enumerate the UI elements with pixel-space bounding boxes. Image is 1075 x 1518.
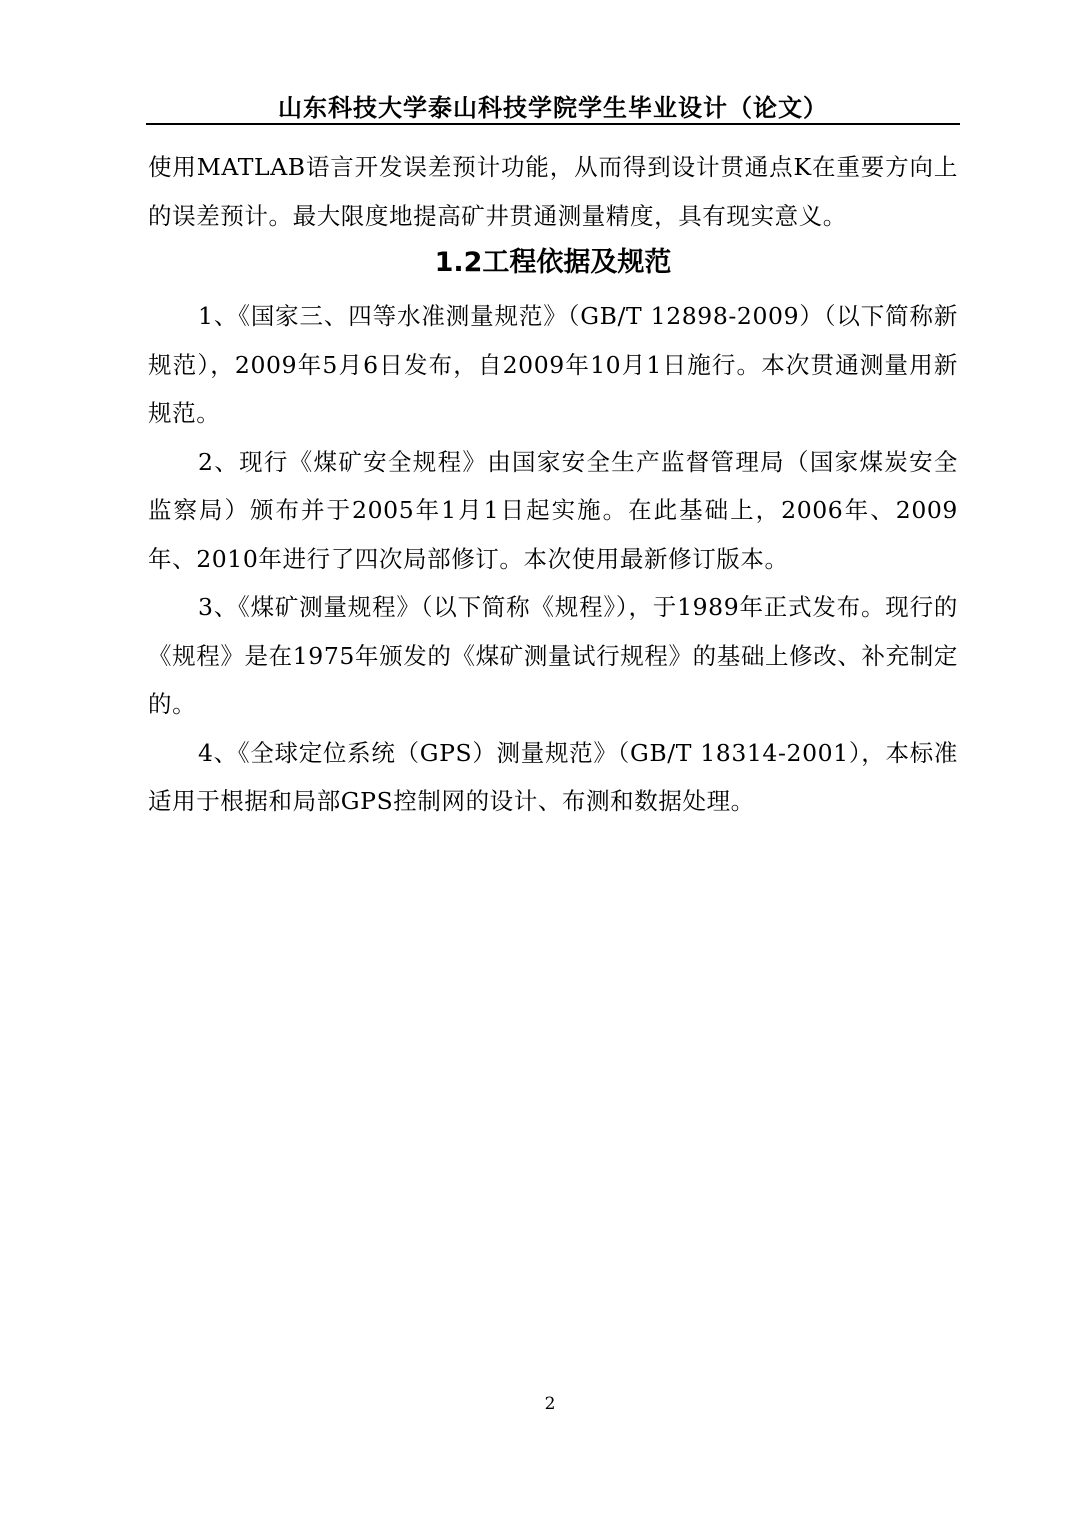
list-item-1: 1、《国家三、四等水准测量规范》（GB/T 12898-2009）（以下简称新规范），2009年5月6日发布，自2009年10月1日施行。本次贯通测量用新规范。 <box>148 302 958 427</box>
intro-paragraph: 使用MATLAB语言开发误差预计功能，从而得到设计贯通点K在重要方向上的误差预计。最大限度地提高矿井贯通测量精度，具有现实意义。 <box>148 153 958 230</box>
section-heading: 1.2工程依据及规范 <box>434 247 672 278</box>
list-item-2: 2、现行《煤矿安全规程》由国家安全生产监督管理局（国家煤炭安全监察局）颁布并于2005年1月1日起实施。在此基础上，2006年、2009年、2010年进行了四次局部修订。本次使用最新修订版本。 <box>148 447 958 573</box>
page-number: 2 <box>544 1394 556 1414</box>
header-divider <box>146 123 960 125</box>
page-body <box>148 143 958 826</box>
page-header-title: 山东科技大学泰山科技学院学生毕业设计（论文） <box>278 94 828 122</box>
list-item-3: 3、《煤矿测量规程》（以下简称《规程》），于1989年正式发布。现行的《规程》是在1975年颁发的《煤矿测量试行规程》的基础上修改、补充制定的。 <box>148 593 958 718</box>
list-item-4: 4、《全球定位系统（GPS）测量规范》（GB/T 18314-2001），本标准适用于根据和局部GPS控制网的设计、布测和数据处理。 <box>148 738 958 815</box>
